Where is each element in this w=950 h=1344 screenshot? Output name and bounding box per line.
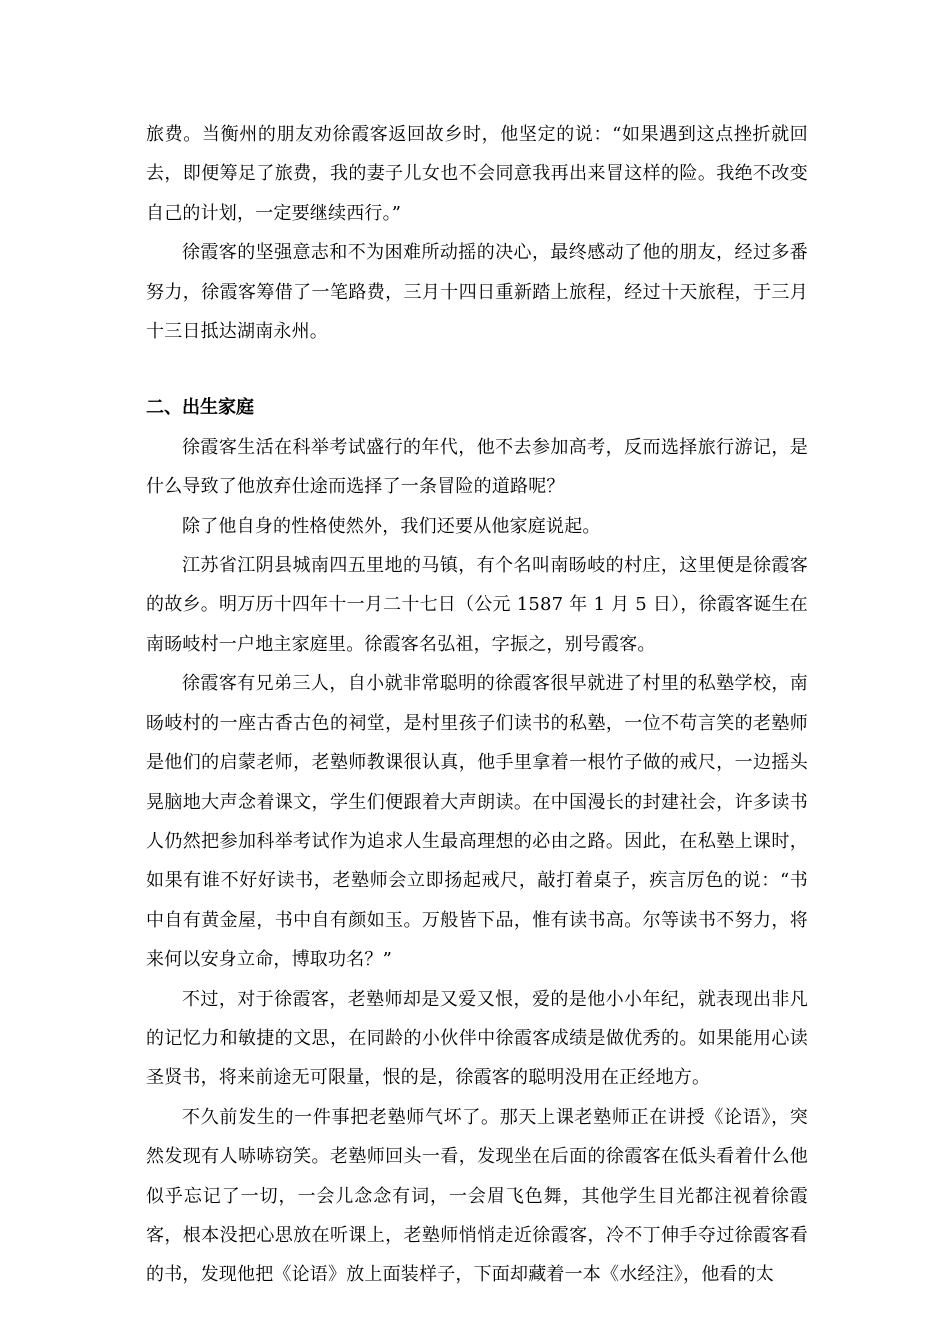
paragraph: 不过，对于徐霞客，老塾师却是又爱又恨，爱的是他小小年纪，就表现出非凡的记忆力和敏捷的文思，在同龄的小伙伴中徐霞客成绩是做优秀的。如果能用心读圣贤书，将来前途无可限量，恨的是，徐霞客的聪明没用在正经地方。 [146, 988, 808, 1089]
paragraph-continued: 旅费。当衡州的朋友劝徐霞客返回故乡时，他坚定的说：“如果遇到这点挫折就回去，即便筹足了旅费，我的妻子儿女也不会同意我再出来冒这样的险。我绝不改变自己的计划，一定要继续西行。” [146, 124, 808, 224]
paragraph: 除了他自身的性格使然外，我们还要从他家庭说起。 [182, 515, 601, 537]
section-heading: 二、出生家庭 [146, 397, 254, 419]
paragraph: 江苏省江阴县城南四五里地的马镇，有个名叫南旸岐的村庄，这里便是徐霞客的故乡。明万历十四年十一月二十七日（公元 1587 年 1 月 5 日），徐霞客诞生在南旸岐村一户地主家庭里。徐霞客名弘祖，字振之，别号霞客。 [146, 555, 808, 655]
paragraph: 徐霞客有兄弟三人，自小就非常聪明的徐霞客很早就进了村里的私塾学校，南旸岐村的一座古香古色的祠堂，是村里孩子们读书的私塾，一位不苟言笑的老塾师是他们的启蒙老师，老塾师教课很认真，他手里拿着一根竹子做的戒尺，一边摇头晃脑地大声念着课文，学生们便跟着大声朗读。在中国漫长的封建社会，许多读书人仍然把参加科举考试作为追求人生最高理想的必由之路。因此，在私塾上课时，如果有谁不好好读书，老塾师会立即扬起戒尺，敲打着桌子，疾言厉色的说：“书中自有黄金屋，书中自有颜如玉。万般皆下品，惟有读书高。尔等读书不努力，将来何以安身立命，博取功名？” [146, 673, 808, 971]
paragraph: 徐霞客的坚强意志和不为困难所动摇的决心，最终感动了他的朋友，经过多番努力，徐霞客筹借了一笔路费，三月十四日重新踏上旅程，经过十天旅程，于三月十三日抵达湖南永州。 [146, 242, 808, 343]
paragraph: 不久前发生的一件事把老塾师气坏了。那天上课老塾师正在讲授《论语》，突然发现有人哧哧窃笑。老塾师回头一看，发现坐在后面的徐霞客在低头看着什么他似乎忘记了一切，一会儿念念有词，一会眉飞色舞，其他学生目光都注视着徐霞客，根本没把心思放在听课上，老塾师悄悄走近徐霞客，冷不丁伸手夺过徐霞客看的书，发现他把《论语》放上面装样子，下面却藏着一本《水经注》，他看的太 [146, 1106, 808, 1286]
document-body [146, 115, 808, 1295]
paragraph: 徐霞客生活在科举考试盛行的年代，他不去参加高考，反而选择旅行游记，是什么导致了他放弃仕途而选择了一条冒险的道路呢？ [146, 436, 808, 498]
section-spacer [146, 351, 808, 388]
